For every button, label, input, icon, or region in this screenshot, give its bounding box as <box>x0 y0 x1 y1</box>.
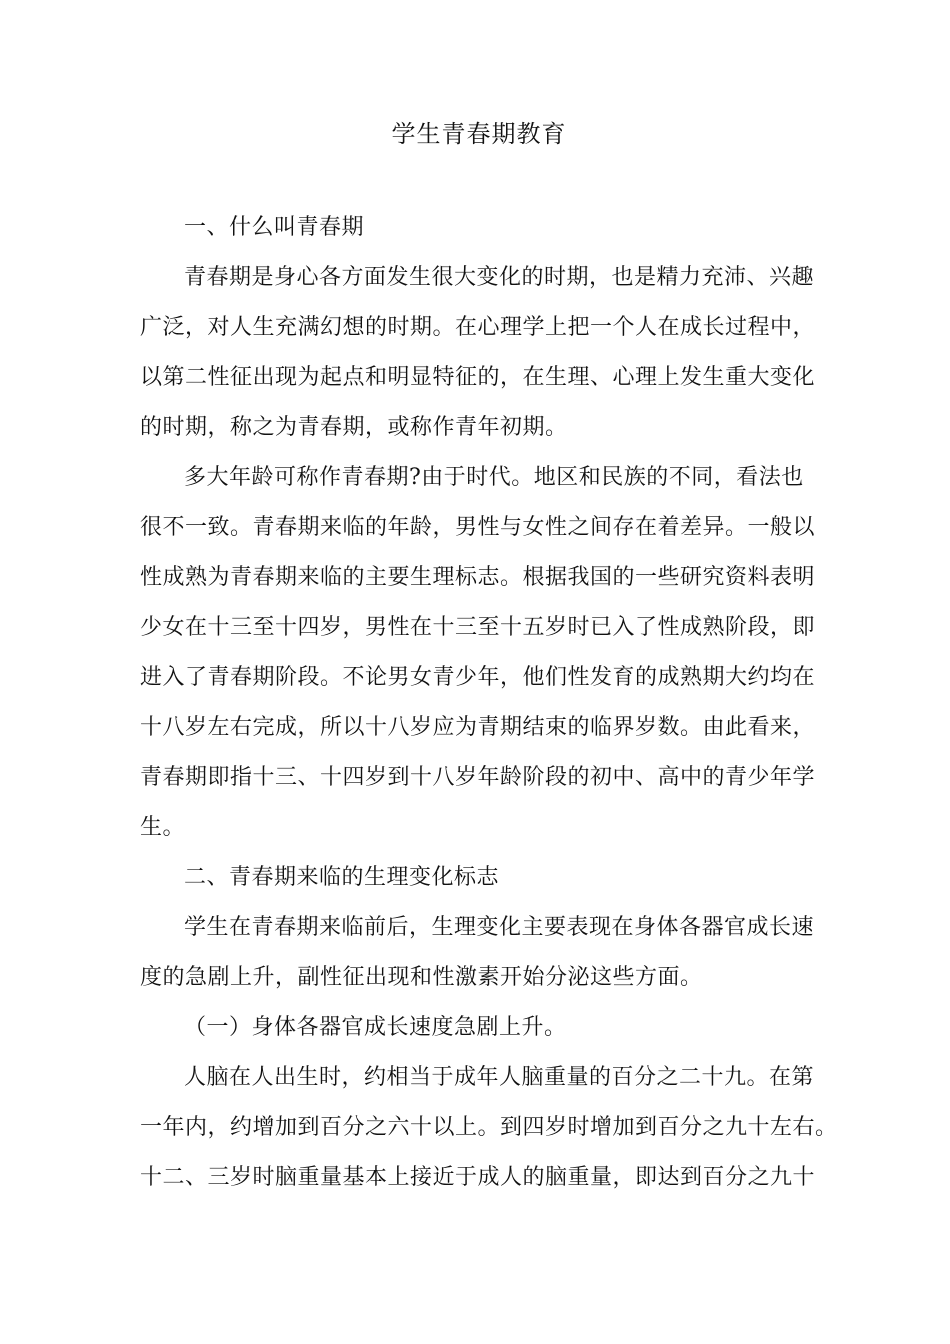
text-line: 一年内，约增加到百分之六十以上。到四岁时增加到百分之九十左右。 <box>140 1115 838 1140</box>
text-line: 二、青春期来临的生理变化标志 <box>184 865 500 890</box>
text-line: 的时期，称之为青春期，或称作青年初期。 <box>140 415 568 440</box>
text-line: 十二、三岁时脑重量基本上接近于成人的脑重量，即达到百分之九十 <box>140 1165 816 1190</box>
text-line: 生。 <box>140 815 186 840</box>
text-line: 一、什么叫青春期 <box>184 215 365 240</box>
text-line: 很不一致。青春期来临的年龄，男性与女性之间存在着差异。一般以 <box>140 515 816 540</box>
text-line: 进入了青春期阶段。不论男女青少年，他们性发育的成熟期大约均在 <box>140 665 816 690</box>
text-line: 十八岁左右完成，所以十八岁应为青期结束的临界岁数。由此看来， <box>140 715 816 740</box>
text-line: 青春期是身心各方面发生很大变化的时期，也是精力充沛、兴趣 <box>184 265 815 290</box>
text-line: 少女在十三至十四岁，男性在十三至十五岁时已入了性成熟阶段，即 <box>140 615 816 640</box>
text-line: （一）身体各器官成长速度急剧上升。 <box>184 1015 567 1040</box>
text-line: 度的急剧上升，副性征出现和性激素开始分泌这些方面。 <box>140 965 703 990</box>
document-body <box>140 203 838 1203</box>
text-line: 人脑在人出生时，约相当于成年人脑重量的百分之二十九。在第 <box>184 1065 815 1090</box>
text-line: 多大年龄可称作青春期?由于时代。地区和民族的不同，看法也 <box>184 465 804 490</box>
text-line: 性成熟为青春期来临的主要生理标志。根据我国的一些研究资料表明 <box>140 565 816 590</box>
text-line: 学生在青春期来临前后，生理变化主要表现在身体各器官成长速 <box>184 915 815 940</box>
document-title: 学生青春期教育 <box>391 120 567 148</box>
text-line: 以第二性征出现为起点和明显特征的，在生理、心理上发生重大变化 <box>140 365 816 390</box>
text-line: 青春期即指十三、十四岁到十八岁年龄阶段的初中、高中的青少年学 <box>140 765 816 790</box>
text-line: 广泛，对人生充满幻想的时期。在心理学上把一个人在成长过程中， <box>140 315 816 340</box>
